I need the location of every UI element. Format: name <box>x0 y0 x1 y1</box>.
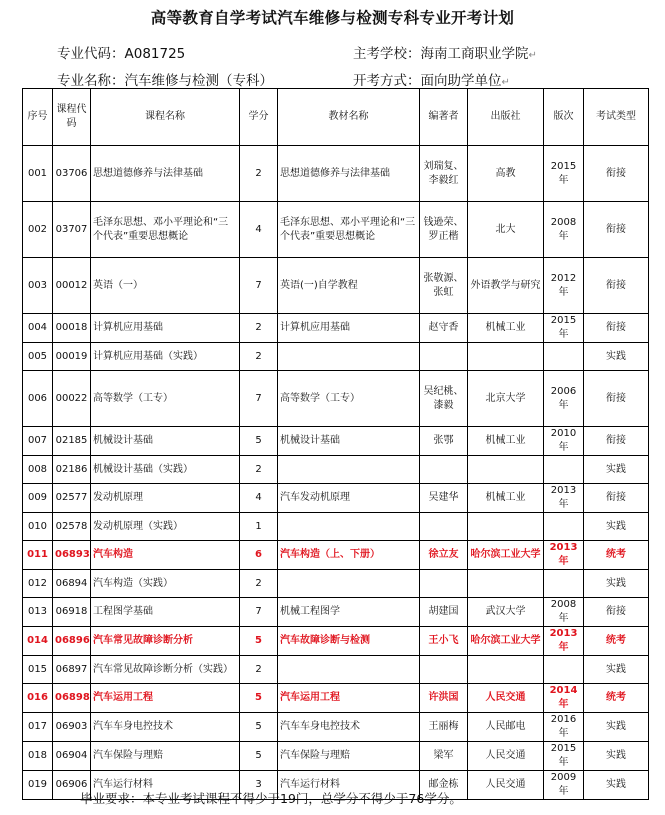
row-seq: 001 <box>23 146 53 202</box>
row-exam-type: 衔接 <box>584 371 649 427</box>
row-seq: 017 <box>23 713 53 742</box>
major-name <box>57 69 273 89</box>
row-seq: 014 <box>23 627 53 656</box>
row-exam-type: 衔接 <box>584 484 649 513</box>
row-author: 赵守香 <box>420 314 468 343</box>
row-edition <box>544 343 584 371</box>
row-publisher: 哈尔滨工业大学 <box>468 627 544 656</box>
exam-school-value: 海南工商职业学院 <box>420 46 529 62</box>
row-course-name: 机械设计基础（实践） <box>91 456 240 484</box>
row-textbook: 高等数学（工专） <box>278 371 420 427</box>
table-row <box>23 713 649 742</box>
row-course-name: 发动机原理 <box>91 484 240 513</box>
row-exam-type: 衔接 <box>584 314 649 343</box>
table-row <box>23 541 649 570</box>
row-credit: 2 <box>240 343 278 371</box>
row-exam-type: 衔接 <box>584 146 649 202</box>
header-credit: 学分 <box>240 89 278 146</box>
row-exam-type: 统考 <box>584 541 649 570</box>
row-course-name: 发动机原理（实践） <box>91 513 240 541</box>
row-exam-type: 实践 <box>584 713 649 742</box>
row-edition: 2012年 <box>544 258 584 314</box>
table-row <box>23 656 649 684</box>
row-seq: 005 <box>23 343 53 371</box>
row-publisher: 武汉大学 <box>468 598 544 627</box>
table-row <box>23 742 649 771</box>
row-credit: 7 <box>240 371 278 427</box>
row-textbook <box>278 513 420 541</box>
row-credit: 7 <box>240 258 278 314</box>
course-plan-table <box>22 88 649 800</box>
row-author: 王小飞 <box>420 627 468 656</box>
table-row <box>23 202 649 258</box>
row-code: 02577 <box>53 484 91 513</box>
row-code: 00022 <box>53 371 91 427</box>
table-row <box>23 627 649 656</box>
row-author: 邮金栋 <box>420 771 468 800</box>
row-publisher <box>468 343 544 371</box>
row-code: 06897 <box>53 656 91 684</box>
row-code: 00019 <box>53 343 91 371</box>
row-code: 02578 <box>53 513 91 541</box>
row-credit: 2 <box>240 570 278 598</box>
exam-school-label: 主考学校： <box>353 46 421 62</box>
row-course-name: 汽车构造（实践） <box>91 570 240 598</box>
header-author: 编著者 <box>420 89 468 146</box>
row-credit: 4 <box>240 484 278 513</box>
exam-mode-value: 面向助学单位 <box>420 73 502 89</box>
major-code <box>57 42 185 62</box>
table-row <box>23 570 649 598</box>
row-seq: 008 <box>23 456 53 484</box>
row-course-name: 计算机应用基础（实践） <box>91 343 240 371</box>
row-edition: 2009年 <box>544 771 584 800</box>
table-body <box>23 146 649 800</box>
row-seq: 016 <box>23 684 53 713</box>
row-course-name: 思想道德修养与法律基础 <box>91 146 240 202</box>
row-course-name: 汽车保险与理赔 <box>91 742 240 771</box>
row-author: 钱逊荣、罗正楷 <box>420 202 468 258</box>
table-row <box>23 456 649 484</box>
major-name-value: 汽车维修与检测（专科） <box>124 73 273 89</box>
header-textbook: 教材名称 <box>278 89 420 146</box>
table-row <box>23 314 649 343</box>
header-exam-type: 考试类型 <box>584 89 649 146</box>
major-code-label: 专业代码： <box>57 46 125 62</box>
row-exam-type: 实践 <box>584 771 649 800</box>
row-code: 06896 <box>53 627 91 656</box>
row-credit: 2 <box>240 314 278 343</box>
row-textbook: 计算机应用基础 <box>278 314 420 343</box>
row-textbook: 汽车构造（上、下册） <box>278 541 420 570</box>
table-row <box>23 513 649 541</box>
row-course-name: 汽车构造 <box>91 541 240 570</box>
row-edition: 2006年 <box>544 371 584 427</box>
row-course-name: 汽车运用工程 <box>91 684 240 713</box>
row-edition: 2013年 <box>544 541 584 570</box>
row-edition: 2016年 <box>544 713 584 742</box>
row-seq: 011 <box>23 541 53 570</box>
row-publisher <box>468 456 544 484</box>
row-seq: 002 <box>23 202 53 258</box>
row-textbook <box>278 343 420 371</box>
row-textbook: 汽车运用工程 <box>278 684 420 713</box>
row-textbook: 汽车运行材料 <box>278 771 420 800</box>
row-exam-type: 实践 <box>584 656 649 684</box>
row-textbook: 机械工程图学 <box>278 598 420 627</box>
row-author <box>420 656 468 684</box>
row-publisher: 机械工业 <box>468 484 544 513</box>
table-row <box>23 146 649 202</box>
row-credit: 5 <box>240 684 278 713</box>
row-seq: 007 <box>23 427 53 456</box>
row-credit: 7 <box>240 598 278 627</box>
row-exam-type: 统考 <box>584 684 649 713</box>
row-credit: 1 <box>240 513 278 541</box>
row-edition <box>544 456 584 484</box>
row-textbook: 英语(一)自学教程 <box>278 258 420 314</box>
row-author: 张鄂 <box>420 427 468 456</box>
row-exam-type: 衔接 <box>584 427 649 456</box>
exam-school: 主考学校：海南工商职业学院↵ <box>353 46 537 62</box>
row-edition <box>544 570 584 598</box>
row-publisher <box>468 570 544 598</box>
row-edition: 2015年 <box>544 742 584 771</box>
row-edition: 2008年 <box>544 202 584 258</box>
row-code: 06906 <box>53 771 91 800</box>
row-seq: 019 <box>23 771 53 800</box>
row-course-name: 毛泽东思想、邓小平理论和“三个代表”重要思想概论 <box>91 202 240 258</box>
row-credit: 2 <box>240 146 278 202</box>
row-author: 吴纪桃、漆毅 <box>420 371 468 427</box>
row-seq: 006 <box>23 371 53 427</box>
row-credit: 5 <box>240 742 278 771</box>
row-exam-type: 实践 <box>584 570 649 598</box>
row-publisher: 人民交通 <box>468 771 544 800</box>
row-code: 06894 <box>53 570 91 598</box>
row-edition <box>544 513 584 541</box>
table-row <box>23 427 649 456</box>
row-publisher: 人民邮电 <box>468 713 544 742</box>
row-textbook <box>278 570 420 598</box>
row-code: 02185 <box>53 427 91 456</box>
row-code: 06904 <box>53 742 91 771</box>
row-publisher: 高教 <box>468 146 544 202</box>
row-exam-type: 衔接 <box>584 258 649 314</box>
row-edition: 2008年 <box>544 598 584 627</box>
row-exam-type: 实践 <box>584 742 649 771</box>
row-credit: 2 <box>240 456 278 484</box>
row-course-name: 汽车常见故障诊断分析 <box>91 627 240 656</box>
major-name-label: 专业名称： <box>57 73 125 89</box>
row-credit: 5 <box>240 627 278 656</box>
row-publisher <box>468 656 544 684</box>
exam-mode-label: 开考方式： <box>353 73 421 89</box>
row-edition: 2013年 <box>544 484 584 513</box>
row-author: 吴建华 <box>420 484 468 513</box>
row-code: 02186 <box>53 456 91 484</box>
row-edition: 2015年 <box>544 314 584 343</box>
row-seq: 018 <box>23 742 53 771</box>
row-textbook: 汽车发动机原理 <box>278 484 420 513</box>
header-publisher: 出版社 <box>468 89 544 146</box>
row-publisher: 北大 <box>468 202 544 258</box>
row-publisher: 人民交通 <box>468 742 544 771</box>
row-textbook: 汽车车身电控技术 <box>278 713 420 742</box>
row-course-name: 英语（一） <box>91 258 240 314</box>
exam-mode: 开考方式：面向助学单位↵ <box>353 73 510 89</box>
row-author: 张敬源、张虹 <box>420 258 468 314</box>
table-row <box>23 343 649 371</box>
row-textbook <box>278 456 420 484</box>
header-course-name: 课程名称 <box>91 89 240 146</box>
row-author: 徐立友 <box>420 541 468 570</box>
row-code: 03707 <box>53 202 91 258</box>
row-publisher: 外语教学与研究 <box>468 258 544 314</box>
row-textbook: 汽车保险与理赔 <box>278 742 420 771</box>
row-exam-type: 实践 <box>584 343 649 371</box>
row-publisher: 北京大学 <box>468 371 544 427</box>
row-seq: 003 <box>23 258 53 314</box>
row-author <box>420 456 468 484</box>
row-course-name: 计算机应用基础 <box>91 314 240 343</box>
graduation-requirement: 毕业要求：本专业考试课程不得少于19门，总学分不得少于76学分。 <box>80 791 462 806</box>
row-code: 03706 <box>53 146 91 202</box>
row-seq: 013 <box>23 598 53 627</box>
row-author: 梁军 <box>420 742 468 771</box>
row-seq: 010 <box>23 513 53 541</box>
header-edition: 版次 <box>544 89 584 146</box>
row-credit: 2 <box>240 656 278 684</box>
row-code: 06898 <box>53 684 91 713</box>
row-edition: 2010年 <box>544 427 584 456</box>
row-author: 许洪国 <box>420 684 468 713</box>
row-textbook: 毛泽东思想、邓小平理论和“三个代表”重要思想概论 <box>278 202 420 258</box>
row-code: 00012 <box>53 258 91 314</box>
table-row <box>23 258 649 314</box>
row-credit: 6 <box>240 541 278 570</box>
row-publisher: 机械工业 <box>468 427 544 456</box>
row-author: 刘瑞复、李毅红 <box>420 146 468 202</box>
row-course-name: 汽车运行材料 <box>91 771 240 800</box>
table-row <box>23 371 649 427</box>
table-row <box>23 598 649 627</box>
row-code: 06893 <box>53 541 91 570</box>
row-credit: 4 <box>240 202 278 258</box>
row-seq: 009 <box>23 484 53 513</box>
row-exam-type: 实践 <box>584 513 649 541</box>
row-exam-type: 衔接 <box>584 202 649 258</box>
row-exam-type: 实践 <box>584 456 649 484</box>
row-credit: 5 <box>240 713 278 742</box>
table-row <box>23 684 649 713</box>
row-course-name: 高等数学（工专） <box>91 371 240 427</box>
row-textbook: 机械设计基础 <box>278 427 420 456</box>
row-course-name: 汽车车身电控技术 <box>91 713 240 742</box>
major-code-value: A081725 <box>124 46 186 62</box>
row-code: 00018 <box>53 314 91 343</box>
row-credit: 3 <box>240 771 278 800</box>
row-code: 06918 <box>53 598 91 627</box>
row-exam-type: 统考 <box>584 627 649 656</box>
row-publisher: 哈尔滨工业大学 <box>468 541 544 570</box>
page-title: 高等教育自学考试汽车维修与检测专科专业开考计划 <box>150 9 515 27</box>
row-seq: 012 <box>23 570 53 598</box>
row-author: 王丽梅 <box>420 713 468 742</box>
row-course-name: 机械设计基础 <box>91 427 240 456</box>
row-edition <box>544 656 584 684</box>
row-edition: 2014年 <box>544 684 584 713</box>
row-textbook: 思想道德修养与法律基础 <box>278 146 420 202</box>
row-course-name: 汽车常见故障诊断分析（实践） <box>91 656 240 684</box>
row-credit: 5 <box>240 427 278 456</box>
row-author <box>420 513 468 541</box>
header-code: 课程代码 <box>53 89 91 146</box>
row-publisher: 机械工业 <box>468 314 544 343</box>
row-seq: 004 <box>23 314 53 343</box>
row-author <box>420 343 468 371</box>
row-publisher: 人民交通 <box>468 684 544 713</box>
row-seq: 015 <box>23 656 53 684</box>
row-exam-type: 衔接 <box>584 598 649 627</box>
table-header-row <box>23 89 649 146</box>
table-row <box>23 484 649 513</box>
row-course-name: 工程图学基础 <box>91 598 240 627</box>
header-seq: 序号 <box>23 89 53 146</box>
row-author <box>420 570 468 598</box>
row-edition: 2013年 <box>544 627 584 656</box>
row-publisher <box>468 513 544 541</box>
row-author: 胡建国 <box>420 598 468 627</box>
row-code: 06903 <box>53 713 91 742</box>
row-textbook: 汽车故障诊断与检测 <box>278 627 420 656</box>
row-edition: 2015年 <box>544 146 584 202</box>
row-textbook <box>278 656 420 684</box>
